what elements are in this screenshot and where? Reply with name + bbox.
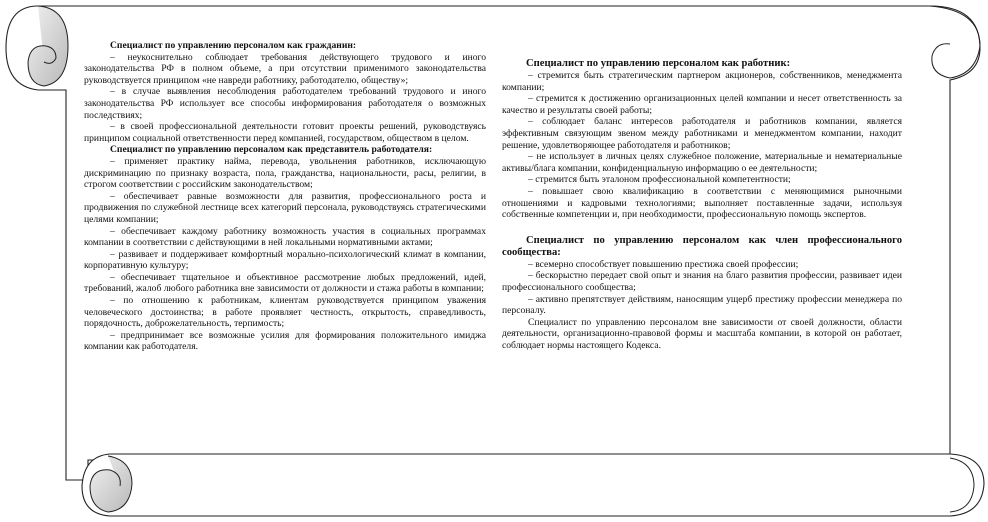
list-item: – стремится быть стратегическим партнером акционеров, собственников, менеджмента компании; [502, 70, 902, 93]
section-heading-employee: Специалист по управлению персоналом как работник: [526, 58, 791, 69]
list-item: – неукоснительно соблюдает требования действующего трудового и иного законодательства РФ в полном объеме, а при отсутствии применимого законодательства руководствуется принципом «не навреди работнику, работодателю, обществу»; [84, 51, 486, 86]
list-item: – повышает свою квалификацию в соответствии с меняющимися рыночными отношениями и кадровыми технологиями; выполняет поставленные задачи, используя собственные компетенции и, при необходимости, профессиональную помощь экспертов. [502, 185, 902, 221]
section-heading-citizen: Специалист по управлению персоналом как гражданин: [110, 40, 357, 51]
list-item: – обеспечивает каждому работнику возможность участия в социальных программах компании в соответствии с действующими в ней локальными нормативными актами; [84, 225, 486, 249]
section-heading-professional-community: Специалист по управлению персоналом как член профессионального сообщества: [502, 234, 902, 258]
section-gap [502, 221, 902, 235]
list-item: – по отношению к работникам, клиентам руководствуется принципом уважения человеческого достоинства; в работе проявляет честность, открытость, справедливость, порядочность, доброжелательность, терпимость; [84, 295, 486, 330]
list-item: – в своей профессиональной деятельности готовит проекты решений, руководствуясь принципом социальной ответственности перед компанией, государством, обществом в целом. [84, 121, 486, 144]
closing-statement: Специалист по управлению персоналом вне зависимости от своей должности, области деятельности, организационно-правовой формы и масштаба компании, в которой он работает, соблюдает нормы настоящего Кодекса. [502, 316, 902, 351]
list-item: – бескорыстно передает свой опыт и знания на благо развития профессии, развивает идеи профессионального сообщества; [502, 270, 902, 293]
list-item: – стремится быть эталоном профессиональной компетентности; [528, 174, 791, 186]
list-item: – не использует в личных целях служебное положение, материальные и нематериальные активы/блага компании, конфиденциальную информацию о ее деятельности; [502, 151, 902, 174]
list-item: – активно препятствует действиям, наносящим ущерб престижу профессии менеджера по персоналу. [502, 293, 902, 317]
list-item: – обеспечивает равные возможности для развития, профессионального роста и продвижения по служебной лестнице всех категорий персонала, руководствуясь стратегическими целями компании; [84, 190, 486, 225]
list-item: – обеспечивает тщательное и объективное рассмотрение любых предложений, идей, требований, жалоб любого работника вне зависимости от должности и стажа работы в компании; [84, 271, 486, 295]
scroll-roll-bottom [82, 454, 984, 516]
list-item: – предпринимает все возможные усилия для формирования положительного имиджа компании как работодателя. [84, 329, 486, 353]
list-item: – всемерно способствует повышению престижа своей профессии; [528, 258, 799, 270]
section-heading-employer-representative: Специалист по управлению персоналом как представитель работодателя: [110, 144, 433, 156]
right-column [502, 58, 902, 351]
list-item: – развивает и поддерживает комфортный морально-психологический климат в компании, корпоративную культуру; [84, 248, 486, 272]
list-item: – стремится к достижению организационных целей компании и несет ответственность за качество и результаты своей работы; [502, 93, 902, 116]
list-item: – в случае выявления несоблюдения работодателем требований трудового и иного законодательства РФ использует все способы информирования работодателя о возможных последствиях; [84, 86, 486, 121]
list-item: – соблюдает баланс интересов работодателя и работников компании, является эффективным связующим звеном между работниками и менеджментом компании, находит решение, удовлетворяющее работодателя и работников; [502, 116, 902, 151]
left-column [84, 40, 486, 353]
list-item: – применяет практику найма, перевода, увольнения работников, исключающую дискриминацию по признаку возраста, пола, гражданства, национальности, расы, религии, в строгом соответствии с российским законодательством; [84, 155, 486, 191]
